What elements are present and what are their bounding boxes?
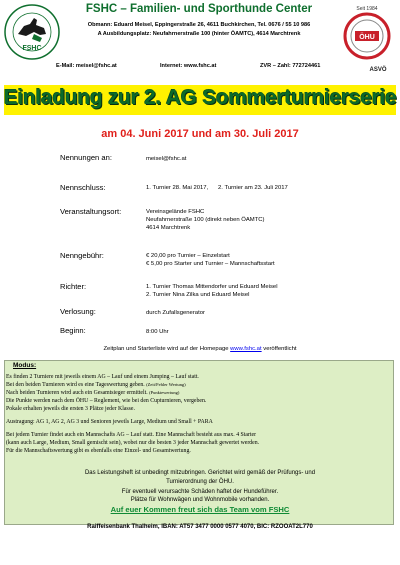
modus-line: Es finden 2 Turniere mit jeweils einem AG – Lauf und einem Jumping – Lauf statt. xyxy=(6,374,199,380)
footer-line: Turnierordnung der ÖHU. xyxy=(166,479,234,485)
bank-details: Raiffeisenbank Thalheim, IBAN: AT57 3477 0000 0577 4070, BIC: RZOOAT2L770 xyxy=(87,524,313,530)
nennschluss-value: 1. Turnier 28. Mai 2017, 2. Turnier am 23. Juli 2017 xyxy=(146,185,288,191)
draw-label: Verlosung: xyxy=(60,307,96,316)
invitation-title: Einladung zur 2. AG Sommerturnierserie xyxy=(3,86,397,109)
club-address: Obmann: Eduard Meisel, Eppingerstraße 26, 4611 Buchkirchen, Tel. 0676 / 55 10 986 xyxy=(87,22,311,28)
oehu-logo xyxy=(338,3,396,75)
registration-number: ZVR – Zahl: 772724461 xyxy=(260,63,321,69)
start-label: Beginn: xyxy=(60,326,86,335)
modus-line: (kann auch Large, Medium, Small gemischt sein), wobei nur die besten 3 jeder Mannschaft gewertet werden. xyxy=(6,440,260,446)
judge-line: 1. Turnier Thomas Mittendorfer und Eduard Meisel xyxy=(146,284,278,290)
judge-line: 2. Turnier Nina Zilka und Eduard Meisel xyxy=(146,292,250,298)
footer-line: Plätze für Wohnwägen und Wohnmobile vorhanden. xyxy=(130,497,270,503)
footer-line: Für eventuell verursachte Schäden haftet der Hundeführer. xyxy=(121,489,279,495)
homepage-note-pre: Zeitplan und Starterliste wird auf der Homepage xyxy=(103,346,231,352)
modus-line: Für die Mannschaftswertung gibt es ebenfalls eine Einzel- und Gesamtwertung. xyxy=(6,448,191,454)
club-title: FSHC – Familien- und Sporthunde Center xyxy=(85,3,313,15)
modus-line: Pokale erhalten jeweils die ersten 3 Plätze jeder Klasse. xyxy=(6,406,135,412)
venue-line: Vereinsgelände FSHC xyxy=(146,209,205,215)
fee-value xyxy=(146,252,275,268)
fshc-logo xyxy=(4,4,60,60)
svg-text:ÖHU: ÖHU xyxy=(359,34,375,41)
closing-greeting: Auf euer Kommen freut sich das Team vom FSHC xyxy=(110,505,290,514)
homepage-link[interactable]: www.fshc.at xyxy=(230,346,262,352)
venue-line: Neufahrnerstraße 100 (direkt neben ÖAMTC) xyxy=(146,217,265,223)
svg-text:ASVÖ: ASVÖ xyxy=(369,67,387,73)
fee-label: Nenngebühr: xyxy=(60,251,104,260)
modus-line: Austragung: AG 1, AG 2, AG 3 und Senioren jeweils Large, Medium und Small + PARA xyxy=(6,419,213,425)
fee-line: € 20,00 pro Turnier – Einzelstart xyxy=(146,253,230,259)
venue-label: Veranstaltungsort: xyxy=(60,207,122,216)
fee-line: € 5,00 pro Starter und Turnier – Mannschaftsstart xyxy=(146,261,275,267)
nennungen-value: meisel@fshc.at xyxy=(146,156,187,162)
nennschluss-label: Nennschluss: xyxy=(60,183,106,192)
modus-note: (Zeit/Fehler Wertung) xyxy=(146,382,186,387)
nennungen-label: Nennungen an: xyxy=(60,153,112,162)
modus-line: Bei jedem Turnier findet auch ein Mannschafts AG – Lauf statt. Eine Mannschaft besteht aus max. 4 Starter xyxy=(6,432,257,438)
training-ground-address: A Ausbildungsplatz: Neufahrnerstraße 100 (hinter ÖAMTC), 4614 Marchtrenk xyxy=(97,31,301,37)
modus-text: Nach beiden Turnieren wird auch ein Gesamtsieger ermittelt. xyxy=(6,390,150,396)
contact-email: E-Mail: meisel@fshc.at xyxy=(56,63,117,69)
homepage-note xyxy=(0,346,400,352)
modus-line: Die Punkte werden nach dem ÖHU – Reglement, wie bei den Cupturnieren, vergeben. xyxy=(6,398,207,404)
start-value: 8:00 Uhr xyxy=(146,329,169,335)
svg-text:FSHC: FSHC xyxy=(22,45,42,52)
draw-value: durch Zufallsgenerator xyxy=(146,310,205,316)
event-dates: am 04. Juni 2017 und am 30. Juli 2017 xyxy=(101,128,299,140)
modus-line xyxy=(6,382,186,388)
judges-value xyxy=(146,283,278,299)
svg-text:Seit 1984: Seit 1984 xyxy=(356,6,378,12)
modus-text: Bei den beiden Turnieren wird es eine Tageswertung geben. xyxy=(6,382,147,388)
venue-value xyxy=(146,208,265,232)
contact-website: Internet: www.fshc.at xyxy=(160,63,217,69)
modus-title: Modus: xyxy=(13,362,37,369)
homepage-note-post: veröffentlicht xyxy=(261,346,297,352)
judges-label: Richter: xyxy=(60,282,87,291)
venue-line: 4614 Marchtrenk xyxy=(146,225,191,231)
modus-note: (Punktewertung) xyxy=(149,390,180,395)
footer-line: Das Leistungsheft ist unbedingt mitzubringen. Gerichtet wird gemäß der Prüfungs- und xyxy=(84,470,316,476)
modus-line xyxy=(6,390,179,396)
